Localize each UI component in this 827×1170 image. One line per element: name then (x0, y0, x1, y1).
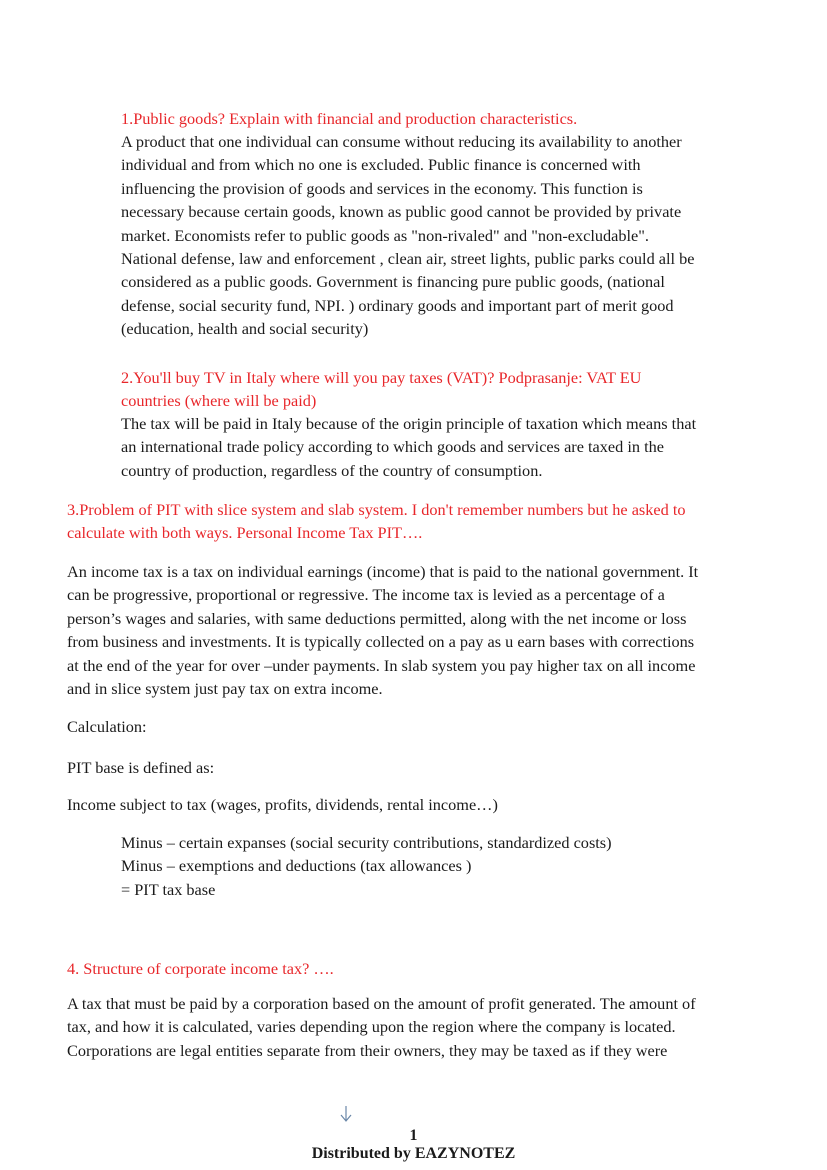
answer-line: and in slice system just pay tax on extra income. (67, 679, 383, 699)
answer-line: an international trade policy according to which goods and services are taxed in the (121, 437, 664, 457)
answer-line: necessary because certain goods, known as public good cannot be provided by private (121, 202, 682, 222)
question-4-title: 4. Structure of corporate income tax? …. (67, 959, 334, 978)
answer-line: Corporations are legal entities separate from their owners, they may be taxed as if they were (67, 1040, 668, 1060)
question-1-title (121, 107, 771, 130)
answer-line: market. Economists refer to public goods as "non-rivaled" and "non-excludable". (121, 225, 649, 245)
answer-line: (education, health and social security) (121, 319, 369, 339)
income-subject-line: Income subject to tax (wages, profits, dividends, rental income…) (67, 795, 498, 814)
question-3-title (67, 498, 773, 545)
page-number: 1 (409, 1127, 418, 1144)
answer-line: defense, social security fund, NPI. ) ordinary goods and important part of merit good (121, 295, 674, 315)
question-2-title (121, 366, 771, 413)
answer-line: A product that one individual can consume without reducing its availability to another (121, 132, 682, 151)
formula-line: Minus – certain expanses (social security contributions, standardized costs) (121, 833, 612, 852)
question-3-answer (67, 560, 773, 700)
answer-line: National defense, law and enforcement , clean air, street lights, public parks could all be (121, 249, 695, 269)
pit-base-label: PIT base is defined as: (67, 758, 215, 777)
answer-line: person’s wages and salaries, with same deductions permitted, along with the net income or loss (67, 608, 687, 628)
question-1-answer (121, 130, 771, 341)
question-3-title-line: 3.Problem of PIT with slice system and slab system. I don't remember numbers but he asked to (67, 500, 686, 519)
calculation-label: Calculation: (67, 717, 147, 736)
distributed-by-footer: Distributed by EAZYNOTEZ (311, 1145, 516, 1162)
answer-line: from business and investments. It is typically collected on a pay as u earn bases with corrections (67, 632, 695, 652)
question-3-title-line: calculate with both ways. Personal Income Tax PIT…. (67, 523, 423, 543)
formula-line: Minus – exemptions and deductions (tax allowances ) (121, 856, 472, 876)
answer-line: country of production, regardless of the country of consumption. (121, 460, 543, 480)
question-1-title-line: 1.Public goods? Explain with financial and production characteristics. (121, 109, 578, 128)
answer-line: can be progressive, proportional or regressive. The income tax is levied as a percentage of a (67, 585, 665, 605)
answer-line: at the end of the year for over –under payments. In slab system you pay higher tax on all income (67, 655, 696, 675)
formula-line: = PIT tax base (121, 879, 216, 899)
question-4-answer (67, 992, 773, 1062)
question-2-title-line: 2.You'll buy TV in Italy where will you pay taxes (VAT)? Podprasanje: VAT EU (121, 368, 642, 387)
answer-line: An income tax is a tax on individual earnings (income) that is paid to the national government. It (67, 562, 699, 581)
pit-formula (121, 831, 771, 901)
answer-line: considered as a public goods. Government is financing pure public goods, (national (121, 272, 665, 292)
answer-line: The tax will be paid in Italy because of the origin principle of taxation which means that (121, 414, 697, 433)
answer-line: influencing the provision of goods and services in the economy. This function is (121, 178, 643, 198)
answer-line: tax, and how it is calculated, varies depending upon the region where the company is located. (67, 1017, 676, 1037)
question-2-title-line: countries (where will be paid) (121, 391, 317, 411)
question-2-answer (121, 412, 771, 482)
down-arrow-icon[interactable] (338, 1104, 354, 1124)
answer-line: individual and from which no one is excluded. Public finance is concerned with (121, 155, 641, 175)
answer-line: A tax that must be paid by a corporation based on the amount of profit generated. The amount of (67, 994, 696, 1013)
